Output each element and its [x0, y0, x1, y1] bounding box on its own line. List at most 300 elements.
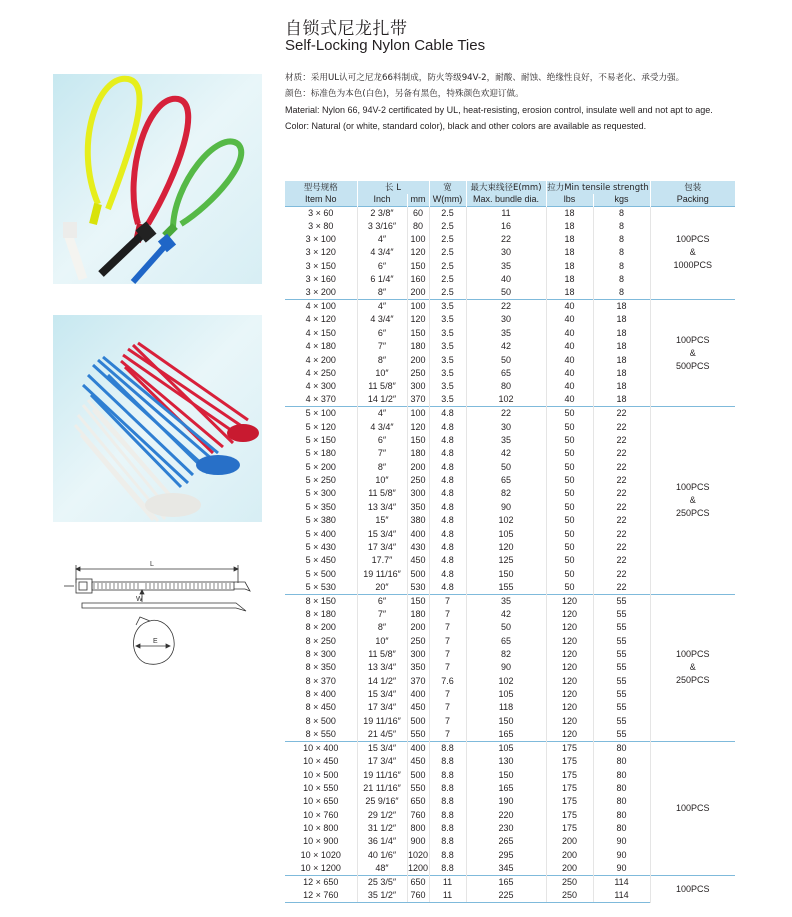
- header-inch: Inch: [357, 194, 407, 206]
- cell-bundle: 65: [466, 474, 546, 487]
- cell-bundle: 65: [466, 634, 546, 647]
- cell-mm: 120: [407, 246, 429, 259]
- cell-kgs: 8: [593, 206, 650, 220]
- packing-line: &: [689, 247, 696, 258]
- table-row: [285, 300, 735, 314]
- header-lbs: lbs: [546, 194, 593, 206]
- packing-line: &: [689, 347, 696, 358]
- header-tensile: 拉力Min tensile strength: [547, 182, 649, 193]
- cell-item: 4 × 120: [305, 314, 336, 325]
- cell-kgs: 80: [593, 822, 650, 835]
- cell-lbs: 50: [546, 514, 593, 527]
- cell-width: 4.8: [429, 407, 466, 421]
- cell-lbs: 18: [546, 246, 593, 259]
- cell-kgs: 80: [593, 795, 650, 808]
- material-cn: 材质：采用UL认可之尼龙66料制成，防火等级94V-2，耐酸、耐蚀、绝缘性良好，不易老化、承受力强。: [285, 73, 685, 83]
- cell-mm: 760: [407, 889, 429, 903]
- cell-width: 8.8: [429, 742, 466, 756]
- cell-bundle: 35: [466, 327, 546, 340]
- cell-bundle: 155: [466, 581, 546, 595]
- cell-lbs: 200: [546, 862, 593, 876]
- cell-width: 2.5: [429, 233, 466, 246]
- cell-lbs: 250: [546, 889, 593, 903]
- table-row: [285, 407, 735, 421]
- cell-inch: 15 3/4″: [357, 688, 407, 701]
- cell-lbs: 18: [546, 260, 593, 273]
- cell-bundle: 90: [466, 501, 546, 514]
- cell-bundle: 22: [466, 233, 546, 246]
- table-row: [285, 742, 735, 756]
- cell-kgs: 55: [593, 634, 650, 647]
- cell-lbs: 175: [546, 742, 593, 756]
- header-bundle: 最大束线径E(mm) Max. bundle dia.: [466, 181, 546, 206]
- cell-mm: 370: [407, 393, 429, 407]
- cell-width: 7: [429, 701, 466, 714]
- cell-kgs: 18: [593, 300, 650, 314]
- cell-bundle: 150: [466, 768, 546, 781]
- header-kgs: kgs: [593, 194, 650, 206]
- cell-lbs: 40: [546, 340, 593, 353]
- cell-kgs: 18: [593, 380, 650, 393]
- cell-mm: 380: [407, 514, 429, 527]
- cell-width: 3.5: [429, 300, 466, 314]
- title-chinese: 自锁式尼龙扎带: [285, 19, 408, 39]
- cell-bundle: 82: [466, 487, 546, 500]
- cell-inch: 6 1/4″: [357, 273, 407, 286]
- cell-inch: 19 11/16″: [357, 715, 407, 728]
- header-item-en: Item No: [285, 194, 357, 206]
- cell-item: 8 × 300: [305, 649, 336, 660]
- cell-item: 5 × 530: [305, 581, 336, 592]
- cell-kgs: 18: [593, 367, 650, 380]
- cell-kgs: 90: [593, 849, 650, 862]
- cell-kgs: 22: [593, 527, 650, 540]
- cell-bundle: 165: [466, 728, 546, 742]
- cell-kgs: 22: [593, 554, 650, 567]
- cell-item: 3 × 60: [285, 206, 357, 220]
- cell-inch: 14 1/2″: [357, 675, 407, 688]
- cell-inch: 4″: [357, 233, 407, 246]
- cell-bundle: 50: [466, 621, 546, 634]
- cell-mm: 500: [407, 567, 429, 580]
- cell-mm: 370: [407, 675, 429, 688]
- cell-width: 4.8: [429, 567, 466, 580]
- header-packing: 包装 Packing: [650, 181, 735, 206]
- cell-inch: 19 11/16″: [357, 768, 407, 781]
- cell-item: 8 × 450: [305, 702, 336, 713]
- cell-kgs: 114: [593, 889, 650, 903]
- cell-width: 4.8: [429, 420, 466, 433]
- cell-bundle: 105: [466, 527, 546, 540]
- cell-lbs: 40: [546, 353, 593, 366]
- cell-mm: 450: [407, 554, 429, 567]
- cell-mm: 650: [407, 875, 429, 889]
- cell-bundle: 42: [466, 447, 546, 460]
- packing-line: 100PCS: [675, 334, 710, 345]
- packing-line: &: [689, 495, 696, 506]
- description: [285, 72, 735, 136]
- cell-mm: 160: [407, 273, 429, 286]
- cell-mm: 120: [407, 420, 429, 433]
- cell-inch: 13 3/4″: [357, 661, 407, 674]
- cell-mm: 450: [407, 701, 429, 714]
- cell-item: 10 × 400: [285, 742, 357, 756]
- cell-mm: 200: [407, 621, 429, 634]
- cell-width: 7: [429, 728, 466, 742]
- packing-line: 500PCS: [675, 360, 710, 371]
- cell-width: 4.8: [429, 541, 466, 554]
- cell-width: 3.5: [429, 327, 466, 340]
- cell-kgs: 55: [593, 648, 650, 661]
- cell-bundle: 30: [466, 313, 546, 326]
- cell-item: 5 × 400: [305, 528, 336, 539]
- cell-lbs: 40: [546, 393, 593, 407]
- cell-inch: 14 1/2″: [357, 393, 407, 407]
- cell-mm: 500: [407, 768, 429, 781]
- cell-inch: 8″: [357, 353, 407, 366]
- cable-tie-diagram: [60, 555, 260, 675]
- cell-lbs: 18: [546, 220, 593, 233]
- cell-kgs: 22: [593, 541, 650, 554]
- cell-width: 8.8: [429, 849, 466, 862]
- cell-bundle: 50: [466, 286, 546, 300]
- cell-width: 11: [429, 889, 466, 903]
- cell-width: 4.8: [429, 447, 466, 460]
- cell-mm: 300: [407, 380, 429, 393]
- cell-item: 4 × 100: [285, 300, 357, 314]
- cell-mm: 250: [407, 634, 429, 647]
- cell-kgs: 22: [593, 474, 650, 487]
- cell-inch: 11 5/8″: [357, 648, 407, 661]
- cell-kgs: 22: [593, 501, 650, 514]
- cell-item: 3 × 80: [308, 220, 334, 231]
- cell-width: 2.5: [429, 206, 466, 220]
- cell-width: 2.5: [429, 246, 466, 259]
- cell-bundle: 30: [466, 246, 546, 259]
- cell-lbs: 18: [546, 206, 593, 220]
- cell-kgs: 18: [593, 353, 650, 366]
- cell-inch: 4″: [357, 300, 407, 314]
- packing-line: 100PCS: [675, 482, 710, 493]
- cell-kgs: 55: [593, 728, 650, 742]
- cell-width: 2.5: [429, 273, 466, 286]
- cell-width: 8.8: [429, 768, 466, 781]
- cell-inch: 25 3/5″: [357, 875, 407, 889]
- cell-kgs: 22: [593, 514, 650, 527]
- cell-lbs: 40: [546, 327, 593, 340]
- cell-lbs: 40: [546, 313, 593, 326]
- cell-bundle: 130: [466, 755, 546, 768]
- cell-mm: 250: [407, 367, 429, 380]
- cell-lbs: 120: [546, 675, 593, 688]
- cell-kgs: 22: [593, 434, 650, 447]
- cell-lbs: 175: [546, 808, 593, 821]
- cell-bundle: 230: [466, 822, 546, 835]
- cell-mm: 800: [407, 822, 429, 835]
- cell-inch: 13 3/4″: [357, 501, 407, 514]
- cell-lbs: 50: [546, 407, 593, 421]
- cell-lbs: 40: [546, 367, 593, 380]
- cell-inch: 4 3/4″: [357, 313, 407, 326]
- cell-bundle: 150: [466, 567, 546, 580]
- cell-width: 3.5: [429, 393, 466, 407]
- cell-item: 8 × 150: [285, 594, 357, 608]
- cell-kgs: 22: [593, 407, 650, 421]
- cell-lbs: 250: [546, 875, 593, 889]
- cell-item: 4 × 150: [305, 327, 336, 338]
- cell-width: 7: [429, 688, 466, 701]
- cell-width: 3.5: [429, 367, 466, 380]
- cell-inch: 6″: [357, 327, 407, 340]
- cell-width: 4.8: [429, 581, 466, 595]
- cell-lbs: 18: [546, 286, 593, 300]
- cell-bundle: 105: [466, 742, 546, 756]
- cell-kgs: 114: [593, 875, 650, 889]
- cell-inch: 4″: [357, 407, 407, 421]
- cell-mm: 900: [407, 835, 429, 848]
- cell-bundle: 295: [466, 849, 546, 862]
- packing-cell: [650, 875, 735, 902]
- cell-mm: 450: [407, 755, 429, 768]
- cell-lbs: 120: [546, 634, 593, 647]
- cell-item: 8 × 250: [305, 635, 336, 646]
- cell-item: 4 × 300: [305, 381, 336, 392]
- cell-lbs: 50: [546, 527, 593, 540]
- cell-item: 5 × 300: [305, 488, 336, 499]
- cell-mm: 200: [407, 461, 429, 474]
- cell-width: 7: [429, 648, 466, 661]
- cell-width: 8.8: [429, 835, 466, 848]
- cell-item: 4 × 200: [305, 354, 336, 365]
- cell-bundle: 65: [466, 367, 546, 380]
- cell-width: 4.8: [429, 501, 466, 514]
- cell-lbs: 120: [546, 701, 593, 714]
- cell-mm: 350: [407, 661, 429, 674]
- cell-item: 5 × 350: [305, 501, 336, 512]
- cell-item: 10 × 760: [303, 809, 339, 820]
- cell-mm: 120: [407, 313, 429, 326]
- cell-kgs: 55: [593, 594, 650, 608]
- material-en: Material: Nylon 66, 94V-2 certificated by UL, heat-resisting, erosion control, insulate well and not apt to age.: [285, 105, 713, 115]
- cell-lbs: 18: [546, 273, 593, 286]
- cell-kgs: 22: [593, 567, 650, 580]
- cell-inch: 48″: [357, 862, 407, 876]
- cell-mm: 60: [407, 206, 429, 220]
- cell-mm: 350: [407, 501, 429, 514]
- cell-bundle: 42: [466, 340, 546, 353]
- cell-inch: 17 3/4″: [357, 701, 407, 714]
- cell-kgs: 55: [593, 675, 650, 688]
- cell-kgs: 55: [593, 621, 650, 634]
- cell-mm: 200: [407, 353, 429, 366]
- cell-lbs: 175: [546, 782, 593, 795]
- cell-bundle: 165: [466, 875, 546, 889]
- cell-lbs: 175: [546, 822, 593, 835]
- cell-bundle: 220: [466, 808, 546, 821]
- cell-item: 4 × 370: [305, 394, 336, 405]
- cell-width: 4.8: [429, 434, 466, 447]
- cell-kgs: 80: [593, 782, 650, 795]
- cell-kgs: 90: [593, 862, 650, 876]
- cell-kgs: 90: [593, 835, 650, 848]
- cell-bundle: 265: [466, 835, 546, 848]
- cell-inch: 31 1/2″: [357, 822, 407, 835]
- cell-item: 5 × 180: [305, 448, 336, 459]
- cell-inch: 7″: [357, 340, 407, 353]
- cell-mm: 500: [407, 715, 429, 728]
- cell-kgs: 55: [593, 688, 650, 701]
- cell-mm: 100: [407, 300, 429, 314]
- cell-item: 10 × 900: [303, 836, 339, 847]
- cell-width: 4.8: [429, 554, 466, 567]
- cell-mm: 1020: [407, 849, 429, 862]
- cell-item: 8 × 500: [305, 715, 336, 726]
- cell-bundle: 118: [466, 701, 546, 714]
- cell-item: 5 × 150: [305, 434, 336, 445]
- cell-kgs: 8: [593, 260, 650, 273]
- cell-width: 8.8: [429, 755, 466, 768]
- cell-lbs: 50: [546, 541, 593, 554]
- cell-inch: 7″: [357, 447, 407, 460]
- cell-width: 3.5: [429, 313, 466, 326]
- cell-width: 7: [429, 594, 466, 608]
- cell-item: 3 × 200: [305, 287, 336, 298]
- cell-lbs: 40: [546, 380, 593, 393]
- cell-bundle: 40: [466, 273, 546, 286]
- cell-item: 8 × 350: [305, 662, 336, 673]
- cell-bundle: 225: [466, 889, 546, 903]
- cell-item: 8 × 550: [305, 729, 336, 739]
- cell-lbs: 200: [546, 849, 593, 862]
- cell-mm: 150: [407, 434, 429, 447]
- cell-inch: 8″: [357, 286, 407, 300]
- cell-kgs: 80: [593, 742, 650, 756]
- cell-item: 5 × 120: [305, 421, 336, 432]
- cell-kgs: 18: [593, 393, 650, 407]
- cell-width: 8.8: [429, 862, 466, 876]
- cell-item: 5 × 450: [305, 555, 336, 566]
- cell-lbs: 50: [546, 567, 593, 580]
- cell-bundle: 11: [466, 206, 546, 220]
- cell-inch: 20″: [357, 581, 407, 595]
- cell-mm: 550: [407, 728, 429, 742]
- cell-mm: 400: [407, 688, 429, 701]
- cell-lbs: 50: [546, 434, 593, 447]
- cell-inch: 10″: [357, 474, 407, 487]
- cell-inch: 3 3/16″: [357, 220, 407, 233]
- cell-lbs: 120: [546, 594, 593, 608]
- cell-lbs: 50: [546, 581, 593, 595]
- cell-inch: 17.7″: [357, 554, 407, 567]
- cell-item: 5 × 200: [305, 461, 336, 472]
- cell-bundle: 102: [466, 514, 546, 527]
- cell-width: 4.8: [429, 527, 466, 540]
- cell-bundle: 165: [466, 782, 546, 795]
- cell-inch: 10″: [357, 367, 407, 380]
- cell-lbs: 175: [546, 768, 593, 781]
- cell-kgs: 55: [593, 701, 650, 714]
- cell-mm: 100: [407, 233, 429, 246]
- cell-mm: 1200: [407, 862, 429, 876]
- cell-inch: 8″: [357, 461, 407, 474]
- cell-mm: 650: [407, 795, 429, 808]
- cell-inch: 8″: [357, 621, 407, 634]
- cell-mm: 550: [407, 782, 429, 795]
- colored-ties-photo: [53, 74, 262, 284]
- cell-inch: 15 3/4″: [357, 742, 407, 756]
- width-label: W: [136, 596, 143, 603]
- cell-inch: 7″: [357, 608, 407, 621]
- cell-mm: 400: [407, 527, 429, 540]
- cell-bundle: 50: [466, 353, 546, 366]
- cell-lbs: 40: [546, 300, 593, 314]
- cell-bundle: 35: [466, 260, 546, 273]
- cell-lbs: 120: [546, 608, 593, 621]
- cell-width: 8.8: [429, 782, 466, 795]
- table-row: [285, 206, 735, 220]
- packing-line: 100PCS: [675, 649, 710, 660]
- cell-width: 7.6: [429, 675, 466, 688]
- cell-bundle: 16: [466, 220, 546, 233]
- packing-cell: [650, 594, 735, 741]
- cell-bundle: 82: [466, 648, 546, 661]
- cell-width: 3.5: [429, 353, 466, 366]
- cell-kgs: 55: [593, 715, 650, 728]
- header-mm: mm: [407, 194, 429, 206]
- cell-item: 3 × 120: [305, 247, 336, 258]
- cell-item: 5 × 100: [285, 407, 357, 421]
- cell-mm: 150: [407, 327, 429, 340]
- cell-mm: 200: [407, 286, 429, 300]
- header-item-cn: 型号规格: [285, 181, 357, 194]
- cell-width: 3.5: [429, 380, 466, 393]
- cell-mm: 180: [407, 340, 429, 353]
- packing-line: &: [689, 662, 696, 673]
- cell-bundle: 35: [466, 594, 546, 608]
- cell-mm: 760: [407, 808, 429, 821]
- cell-item: 5 × 380: [305, 515, 336, 526]
- cell-lbs: 50: [546, 461, 593, 474]
- cell-bundle: 345: [466, 862, 546, 876]
- header-length: 长 L: [357, 181, 429, 194]
- cell-inch: 21 11/16″: [357, 782, 407, 795]
- length-label: L: [150, 561, 154, 568]
- cell-bundle: 125: [466, 554, 546, 567]
- cell-inch: 6″: [357, 434, 407, 447]
- cell-kgs: 8: [593, 286, 650, 300]
- cell-width: 7: [429, 608, 466, 621]
- cell-kgs: 80: [593, 768, 650, 781]
- cell-inch: 17 3/4″: [357, 755, 407, 768]
- cell-bundle: 35: [466, 434, 546, 447]
- header-width: 宽 W(mm): [429, 181, 466, 206]
- cell-item: 5 × 250: [305, 475, 336, 486]
- packing-line: 100PCS: [675, 234, 710, 245]
- cell-kgs: 8: [593, 220, 650, 233]
- cell-lbs: 120: [546, 688, 593, 701]
- cell-item: 8 × 180: [305, 608, 336, 619]
- cell-item: 4 × 180: [305, 341, 336, 352]
- cell-item: 8 × 370: [305, 675, 336, 686]
- cell-item: 10 × 1200: [300, 862, 341, 873]
- cell-inch: 4 3/4″: [357, 420, 407, 433]
- cell-item: 10 × 500: [303, 769, 339, 780]
- cell-lbs: 200: [546, 835, 593, 848]
- cell-mm: 400: [407, 742, 429, 756]
- cell-mm: 150: [407, 594, 429, 608]
- cell-lbs: 18: [546, 233, 593, 246]
- cell-width: 4.8: [429, 461, 466, 474]
